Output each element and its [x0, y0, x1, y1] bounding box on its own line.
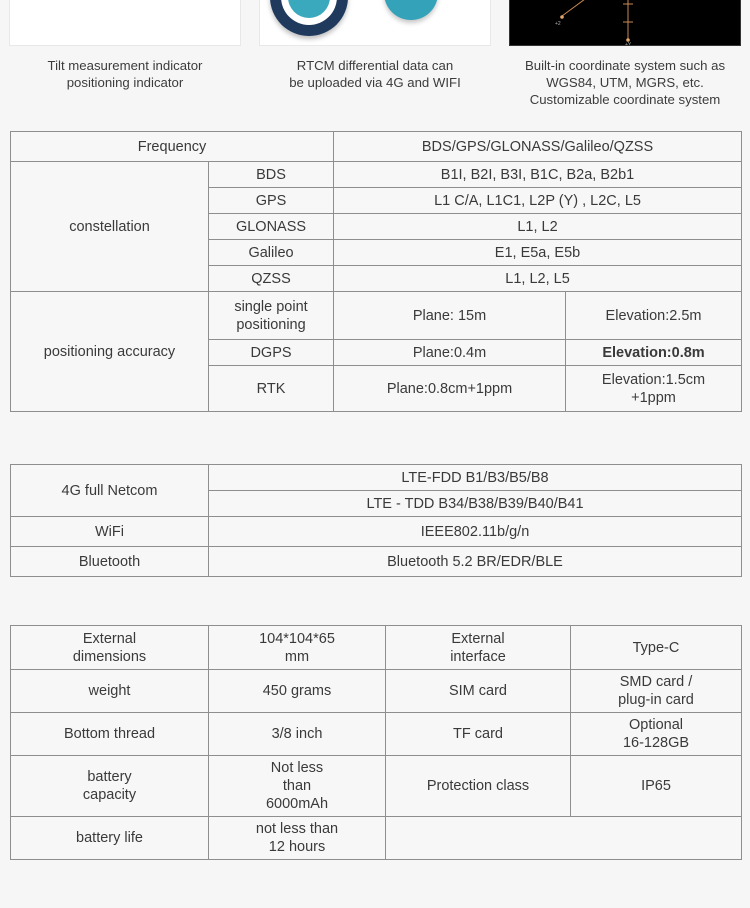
table-cell: Plane:0.8cm+1ppm — [334, 366, 566, 412]
table-cell: Optional 16-128GB — [571, 713, 742, 756]
table-cell: 3/8 inch — [209, 713, 386, 756]
table-cell: LTE - TDD B34/B38/B39/B40/B41 — [209, 491, 742, 517]
table-cell: Elevation:0.8m — [566, 340, 742, 366]
table-cell: L1, L2 — [334, 214, 742, 240]
table-row — [11, 292, 742, 340]
table-cell — [386, 817, 742, 860]
svg-text:+Y: +Y — [625, 42, 632, 46]
table-cell: Plane: 15m — [334, 292, 566, 340]
table-cell: Frequency — [11, 132, 334, 162]
table-cell: LTE-FDD B1/B3/B5/B8 — [209, 465, 742, 491]
gnss-spec-table — [10, 131, 742, 412]
feature-item-rtcm — [250, 0, 500, 110]
table-cell: Elevation:1.5cm +1ppm — [566, 366, 742, 412]
table-row — [11, 517, 742, 547]
table-cell: L1, L2, L5 — [334, 266, 742, 292]
table-row — [11, 817, 742, 860]
table-cell: B1I, B2I, B3I, B1C, B2a, B2b1 — [334, 162, 742, 188]
table-cell: BDS/GPS/GLONASS/Galileo/QZSS — [334, 132, 742, 162]
table-cell: Bottom thread — [11, 713, 209, 756]
table-row — [11, 756, 742, 817]
table-cell: Plane:0.4m — [334, 340, 566, 366]
coordinate-axes-icon — [510, 0, 741, 46]
table-cell: constellation — [11, 162, 209, 292]
table-cell: not less than 12 hours — [209, 817, 386, 860]
table-cell: Galileo — [209, 240, 334, 266]
feature-caption: Built-in coordinate system such as WGS84, UTM, MGRS, etc. Customizable coordinate system — [524, 58, 726, 107]
physical-spec-table — [10, 625, 742, 860]
feature-item-tilt — [0, 0, 250, 110]
communications-spec-table — [10, 464, 742, 577]
table-cell: E1, E5a, E5b — [334, 240, 742, 266]
table-cell: 104*104*65 mm — [209, 626, 386, 670]
table-row — [11, 626, 742, 670]
feature-item-coordinate — [500, 0, 750, 110]
table-cell: GLONASS — [209, 214, 334, 240]
table-row — [11, 713, 742, 756]
coordinate-system-photo — [509, 0, 741, 46]
table-cell: RTK — [209, 366, 334, 412]
feature-caption: Tilt measurement indicator positioning indicator — [47, 58, 203, 90]
table-cell: Bluetooth — [11, 547, 209, 577]
teal-disc-icon — [384, 0, 438, 20]
table-cell: battery life — [11, 817, 209, 860]
table-cell: Protection class — [386, 756, 571, 817]
table-row — [11, 670, 742, 713]
table-cell: Bluetooth 5.2 BR/EDR/BLE — [209, 547, 742, 577]
table-cell: Not less than 6000mAh — [209, 756, 386, 817]
table-cell: External interface — [386, 626, 571, 670]
table-cell: BDS — [209, 162, 334, 188]
table-cell: QZSS — [209, 266, 334, 292]
feature-strip — [0, 0, 750, 110]
rtcm-circles-photo — [259, 0, 491, 46]
table-cell: SMD card / plug-in card — [571, 670, 742, 713]
svg-text:+2: +2 — [555, 21, 561, 27]
table-cell: Type-C — [571, 626, 742, 670]
table-cell: External dimensions — [11, 626, 209, 670]
table-row — [11, 465, 742, 491]
table-cell: IP65 — [571, 756, 742, 817]
feature-caption: RTCM differential data can be uploaded via 4G and WIFI — [289, 58, 461, 90]
table-cell: GPS — [209, 188, 334, 214]
table-cell: weight — [11, 670, 209, 713]
table-cell: IEEE802.11b/g/n — [209, 517, 742, 547]
table-row — [11, 547, 742, 577]
table-row — [11, 162, 742, 188]
table-cell: L1 C/A, L1C1, L2P (Y) , L2C, L5 — [334, 188, 742, 214]
table-cell: positioning accuracy — [11, 292, 209, 412]
table-cell: Elevation:2.5m — [566, 292, 742, 340]
table-cell: TF card — [386, 713, 571, 756]
table-cell: SIM card — [386, 670, 571, 713]
table-row — [11, 132, 742, 162]
table-cell: battery capacity — [11, 756, 209, 817]
table-cell: 4G full Netcom — [11, 465, 209, 517]
table-cell: WiFi — [11, 517, 209, 547]
table-cell: single point positioning — [209, 292, 334, 340]
table-cell: DGPS — [209, 340, 334, 366]
table-cell: 450 grams — [209, 670, 386, 713]
tilt-indicator-photo — [9, 0, 241, 46]
